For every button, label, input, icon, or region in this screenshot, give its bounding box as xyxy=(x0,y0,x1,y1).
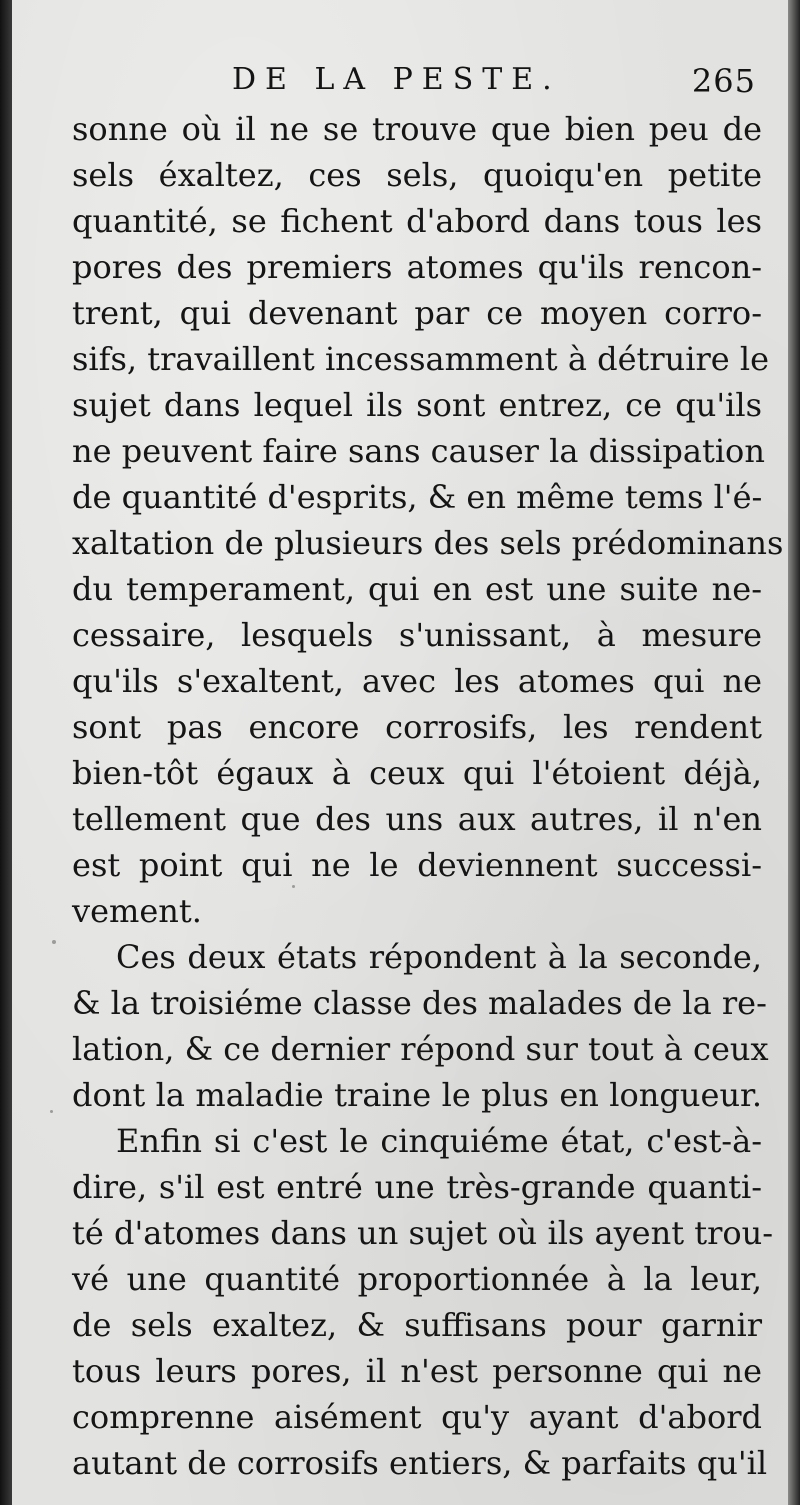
text-line: bien-tôt égaux à ceux qui l'étoient déjà, xyxy=(72,754,762,792)
text-line: té d'atomes dans un sujet où ils ayent trou- xyxy=(72,1214,774,1252)
paragraph-3 xyxy=(72,1118,774,1486)
text-line: quantité, se fichent d'abord dans tous les xyxy=(72,202,762,240)
text-line: qu'ils s'exaltent, avec les atomes qui ne xyxy=(72,662,762,700)
text-line: dire, s'il est entré une très-grande quanti- xyxy=(72,1168,762,1206)
text-line: sujet dans lequel ils sont entrez, ce qu'ils xyxy=(72,386,762,424)
text-line: sels éxaltez, ces sels, quoiqu'en petite xyxy=(72,156,762,194)
book-page xyxy=(12,0,788,1505)
text-line: & la troisiéme classe des malades de la re- xyxy=(72,984,767,1022)
paragraph-2 xyxy=(72,934,769,1118)
body-text xyxy=(72,106,784,1486)
text-line: sont pas encore corrosifs, les rendent xyxy=(72,708,762,746)
text-line: vement. xyxy=(72,892,202,930)
text-line: comprenne aisément qu'y ayant d'abord xyxy=(72,1398,762,1436)
text-line: vé une quantité proportionnée à la leur, xyxy=(72,1260,762,1298)
paper-speck xyxy=(292,885,295,888)
text-line: Ces deux états répondent à la seconde, xyxy=(116,938,762,976)
page-gutter-right xyxy=(788,0,800,1505)
text-line: cessaire, lesquels s'unissant, à mesure xyxy=(72,616,762,654)
text-line: autant de corrosifs entiers, & parfaits qu'il xyxy=(72,1444,768,1482)
text-line: dont la maladie traine le plus en longueur. xyxy=(72,1076,762,1114)
running-head: DE LA PESTE. xyxy=(232,62,561,97)
text-line: sifs, travaillent incessamment à détruire le xyxy=(72,340,770,378)
text-line: trent, qui devenant par ce moyen corro- xyxy=(72,294,762,332)
paragraph-1 xyxy=(72,106,784,934)
text-line: Enfin si c'est le cinquiéme état, c'est-à- xyxy=(116,1122,762,1160)
page-gutter-left xyxy=(0,0,12,1505)
text-line: tous leurs pores, il n'est personne qui ne xyxy=(72,1352,762,1390)
page-number: 265 xyxy=(691,62,756,100)
text-line: ne peuvent faire sans causer la dissipation xyxy=(72,432,765,470)
text-line: sonne où il ne se trouve que bien peu de xyxy=(72,110,762,148)
text-line: de quantité d'esprits, & en même tems l'é- xyxy=(72,478,763,516)
text-line: pores des premiers atomes qu'ils rencon- xyxy=(72,248,762,286)
text-line: du temperament, qui en est une suite ne- xyxy=(72,570,762,608)
text-line: est point qui ne le deviennent successi- xyxy=(72,846,762,884)
text-line: de sels exaltez, & suffisans pour garnir xyxy=(72,1306,762,1344)
text-line: xaltation de plusieurs des sels prédominans xyxy=(72,524,784,562)
paper-speck xyxy=(50,1110,53,1113)
text-line: tellement que des uns aux autres, il n'en xyxy=(72,800,762,838)
text-line: lation, & ce dernier répond sur tout à ceux xyxy=(72,1030,769,1068)
page-header xyxy=(72,62,762,108)
paper-speck xyxy=(52,940,56,944)
